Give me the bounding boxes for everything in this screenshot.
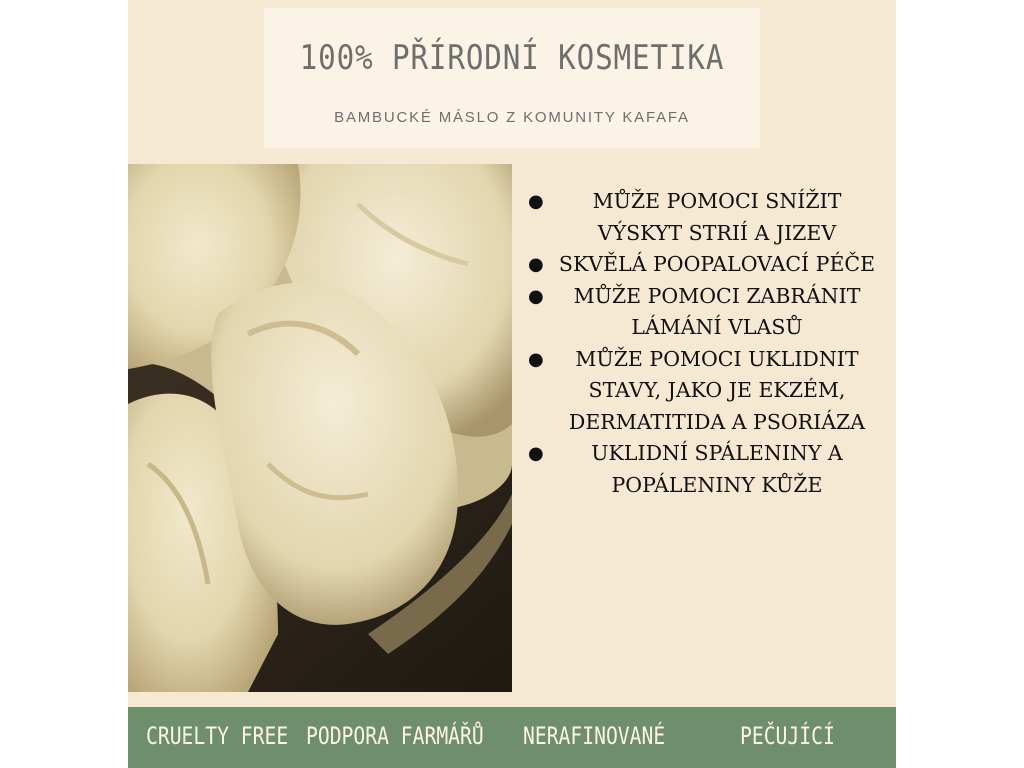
shea-butter-photo [128,164,512,692]
footer-item-unrefined: NERAFINOVANÉ [523,722,666,750]
bullet-icon: ● [528,254,544,275]
bullet-icon: ● [528,285,544,307]
benefit-text: MŮŽE POMOCI ZABRÁNIT LÁMÁNÍ VLASŮ [573,283,861,339]
footer-item-caring: PEČUJÍCÍ [740,722,835,750]
page-title: 100% PŘÍRODNÍ KOSMETIKA [299,38,725,78]
benefit-text: SKVĚLÁ POOPALOVACÍ PÉČE [558,252,876,276]
page-subtitle: BAMBUCKÉ MÁSLO Z KOMUNITY KAFAFA [334,109,690,126]
bullet-icon: ● [528,191,544,212]
footer-item-farmer-support: PODPORA FARMÁŘŮ [306,722,484,750]
benefit-item [520,186,880,249]
benefit-text: MŮŽE POMOCI UKLIDNIT STAVY, JAKO JE EKZÉM, DERMATITIDA A PSORIÁZA [568,346,866,434]
benefit-item [520,281,880,344]
benefit-text: MŮŽE POMOCI SNÍŽIT VÝSKYT STRIÍ A JIZEV [592,189,842,245]
benefits-list [520,186,880,501]
footer-bar [128,707,896,768]
product-card [128,0,896,768]
footer-item-cruelty-free: CRUELTY FREE [146,722,289,750]
benefit-text: UKLIDNÍ SPÁLENINY A POPÁLENINY KŮŽE [591,441,843,497]
title-box [264,8,760,148]
benefit-item [520,249,880,281]
benefit-item [520,438,880,501]
bullet-icon: ● [528,443,544,464]
bullet-icon: ● [528,348,544,370]
benefit-item [520,344,880,439]
